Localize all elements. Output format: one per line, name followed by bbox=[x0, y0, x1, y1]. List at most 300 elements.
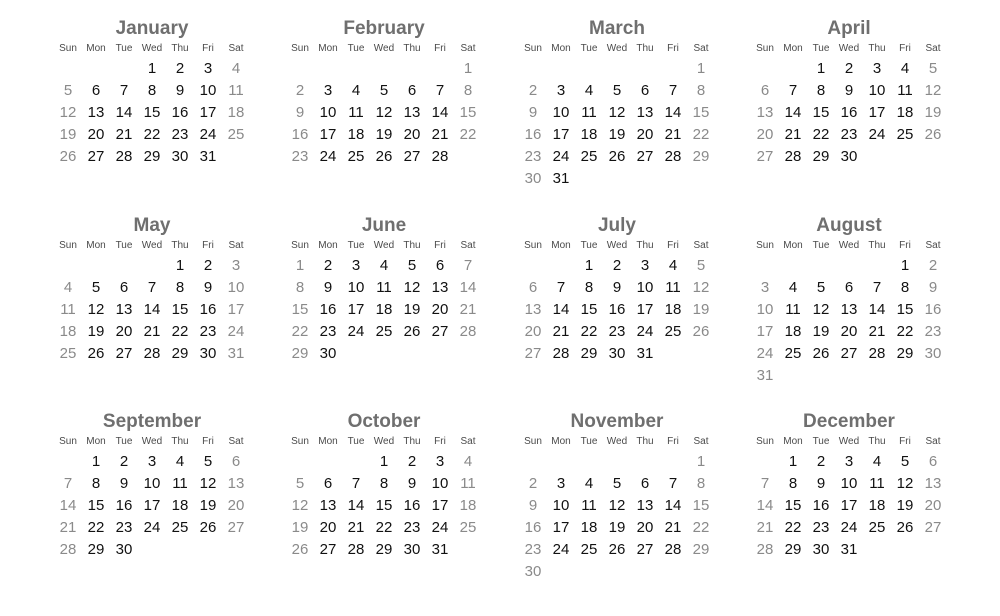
calendar-day: 20 bbox=[403, 126, 421, 143]
weekday-header: Wed bbox=[838, 436, 860, 447]
month-title: August bbox=[816, 215, 882, 236]
calendar-day: 18 bbox=[784, 323, 802, 340]
calendar-day: 23 bbox=[199, 323, 217, 340]
calendar-day: 31 bbox=[636, 345, 654, 362]
calendar-day: 30 bbox=[608, 345, 626, 362]
calendar-day: 17 bbox=[756, 323, 774, 340]
calendar-day: 2 bbox=[844, 60, 854, 77]
calendar-day: 29 bbox=[692, 541, 710, 558]
weekday-header: Wed bbox=[373, 436, 395, 447]
calendar-day: 16 bbox=[319, 301, 337, 318]
calendar-day: 15 bbox=[580, 301, 598, 318]
weekday-header: Mon bbox=[551, 43, 571, 54]
calendar-day: 17 bbox=[347, 301, 365, 318]
calendar-day: 15 bbox=[291, 301, 309, 318]
calendar-day: 5 bbox=[91, 279, 101, 296]
calendar-day: 14 bbox=[143, 301, 161, 318]
weekday-header: Mon bbox=[86, 43, 106, 54]
calendar-day: 7 bbox=[435, 82, 445, 99]
calendar-day: 20 bbox=[756, 126, 774, 143]
calendar-day: 24 bbox=[552, 541, 570, 558]
calendar-day: 29 bbox=[692, 148, 710, 165]
calendar-day: 17 bbox=[552, 126, 570, 143]
calendar-day: 9 bbox=[844, 82, 854, 99]
weekday-header: Sun bbox=[59, 240, 77, 251]
month-title: February bbox=[343, 18, 425, 39]
calendar-day: 5 bbox=[379, 82, 389, 99]
calendar-day: 11 bbox=[60, 301, 76, 318]
calendar-day: 7 bbox=[63, 475, 73, 492]
calendar-day: 29 bbox=[291, 345, 309, 362]
calendar-day: 3 bbox=[640, 257, 650, 274]
weekday-header: Tue bbox=[812, 43, 830, 54]
calendar-day: 10 bbox=[199, 82, 217, 99]
weekday-header: Fri bbox=[667, 43, 679, 54]
weekday-header: Tue bbox=[115, 240, 133, 251]
month-title: September bbox=[102, 411, 202, 432]
calendar-day: 10 bbox=[143, 475, 161, 492]
calendar-day: 13 bbox=[636, 104, 654, 121]
month-january bbox=[54, 0, 250, 190]
calendar-day: 14 bbox=[431, 104, 449, 121]
calendar-day: 21 bbox=[459, 301, 477, 318]
calendar-day: 8 bbox=[696, 82, 706, 99]
calendar-day: 16 bbox=[524, 126, 542, 143]
calendar-day: 25 bbox=[59, 345, 77, 362]
weekday-header: Sun bbox=[59, 43, 77, 54]
month-october bbox=[286, 393, 482, 583]
calendar-day: 24 bbox=[840, 519, 858, 536]
calendar-day: 11 bbox=[785, 301, 801, 318]
calendar-day: 26 bbox=[375, 148, 393, 165]
calendar-day: 30 bbox=[812, 541, 830, 558]
calendar-day: 30 bbox=[171, 148, 189, 165]
calendar-day: 22 bbox=[580, 323, 598, 340]
month-june bbox=[286, 197, 482, 387]
calendar-day: 10 bbox=[636, 279, 654, 296]
calendar-day: 2 bbox=[407, 453, 417, 470]
calendar-day: 13 bbox=[227, 475, 245, 492]
weekday-header: Sun bbox=[524, 436, 542, 447]
calendar-day: 3 bbox=[147, 453, 157, 470]
calendar-day: 16 bbox=[812, 497, 830, 514]
calendar-day: 25 bbox=[459, 519, 477, 536]
calendar-day: 23 bbox=[319, 323, 337, 340]
calendar-day: 21 bbox=[59, 519, 77, 536]
weekday-header: Wed bbox=[606, 436, 628, 447]
calendar-day: 24 bbox=[431, 519, 449, 536]
calendar-day: 18 bbox=[59, 323, 77, 340]
weekday-header: Mon bbox=[318, 436, 338, 447]
calendar-day: 28 bbox=[431, 148, 449, 165]
calendar-day: 21 bbox=[431, 126, 449, 143]
calendar-day: 19 bbox=[87, 323, 105, 340]
calendar-day: 8 bbox=[584, 279, 594, 296]
calendar-day: 15 bbox=[692, 104, 710, 121]
calendar-day: 21 bbox=[115, 126, 133, 143]
calendar-day: 6 bbox=[844, 279, 854, 296]
calendar-day: 14 bbox=[59, 497, 77, 514]
calendar-day: 12 bbox=[608, 497, 626, 514]
calendar-day: 21 bbox=[664, 126, 682, 143]
calendar-day: 29 bbox=[375, 541, 393, 558]
calendar-day: 26 bbox=[812, 345, 830, 362]
calendar-day: 29 bbox=[143, 148, 161, 165]
calendar-day: 12 bbox=[87, 301, 105, 318]
calendar-day: 15 bbox=[171, 301, 189, 318]
calendar-day: 29 bbox=[171, 345, 189, 362]
calendar-day: 23 bbox=[171, 126, 189, 143]
calendar-day: 4 bbox=[351, 82, 361, 99]
calendar-day: 17 bbox=[431, 497, 449, 514]
calendar-day: 19 bbox=[199, 497, 217, 514]
weekday-header: Thu bbox=[403, 436, 421, 447]
calendar-day: 10 bbox=[868, 82, 886, 99]
weekday-header: Sat bbox=[460, 436, 476, 447]
calendar-day: 15 bbox=[87, 497, 105, 514]
weekday-header: Mon bbox=[551, 240, 571, 251]
calendar-day: 26 bbox=[896, 519, 914, 536]
weekday-header: Fri bbox=[434, 240, 446, 251]
calendar-day: 23 bbox=[115, 519, 133, 536]
calendar-day: 21 bbox=[868, 323, 886, 340]
calendar-day: 3 bbox=[323, 82, 333, 99]
calendar-day: 22 bbox=[143, 126, 161, 143]
weekday-header: Sat bbox=[228, 436, 244, 447]
calendar-day: 14 bbox=[868, 301, 886, 318]
calendar-day: 1 bbox=[696, 453, 706, 470]
calendar-day: 3 bbox=[844, 453, 854, 470]
calendar-day: 25 bbox=[580, 541, 598, 558]
calendar-day: 6 bbox=[231, 453, 241, 470]
calendar-day: 27 bbox=[115, 345, 133, 362]
month-title: October bbox=[347, 411, 421, 432]
calendar-day: 3 bbox=[760, 279, 770, 296]
calendar-day: 7 bbox=[668, 475, 678, 492]
weekday-header: Sat bbox=[693, 240, 709, 251]
calendar-day: 14 bbox=[552, 301, 570, 318]
calendar-day: 24 bbox=[199, 126, 217, 143]
calendar-day: 29 bbox=[784, 541, 802, 558]
calendar-day: 23 bbox=[924, 323, 942, 340]
calendar-day: 7 bbox=[668, 82, 678, 99]
calendar-day: 6 bbox=[323, 475, 333, 492]
weekday-header: Sat bbox=[228, 240, 244, 251]
month-december bbox=[751, 393, 947, 583]
calendar-day: 1 bbox=[584, 257, 594, 274]
calendar-day: 11 bbox=[228, 82, 244, 99]
calendar-day: 13 bbox=[431, 279, 449, 296]
calendar-day: 27 bbox=[227, 519, 245, 536]
calendar-day: 18 bbox=[227, 104, 245, 121]
calendar-day: 9 bbox=[175, 82, 185, 99]
calendar-day: 17 bbox=[552, 519, 570, 536]
calendar-day: 7 bbox=[119, 82, 129, 99]
calendar-day: 13 bbox=[924, 475, 942, 492]
weekday-header: Thu bbox=[171, 240, 189, 251]
calendar-day: 28 bbox=[459, 323, 477, 340]
calendar-day: 4 bbox=[175, 453, 185, 470]
month-title: November bbox=[570, 411, 664, 432]
calendar-day: 3 bbox=[435, 453, 445, 470]
calendar-day: 22 bbox=[171, 323, 189, 340]
calendar-day: 12 bbox=[403, 279, 421, 296]
calendar-day: 24 bbox=[143, 519, 161, 536]
calendar-day: 19 bbox=[608, 519, 626, 536]
calendar-day: 8 bbox=[91, 475, 101, 492]
weekday-header: Sat bbox=[228, 43, 244, 54]
calendar-day: 10 bbox=[840, 475, 858, 492]
calendar-day: 5 bbox=[928, 60, 938, 77]
calendar-day: 8 bbox=[147, 82, 157, 99]
weekday-header: Thu bbox=[868, 436, 886, 447]
weekday-header: Sun bbox=[756, 240, 774, 251]
calendar-day: 23 bbox=[840, 126, 858, 143]
calendar-day: 15 bbox=[812, 104, 830, 121]
calendar-day: 23 bbox=[524, 541, 542, 558]
calendar-day: 20 bbox=[431, 301, 449, 318]
weekday-header: Sat bbox=[925, 43, 941, 54]
calendar-day: 25 bbox=[784, 345, 802, 362]
calendar-day: 2 bbox=[175, 60, 185, 77]
calendar-day: 5 bbox=[696, 257, 706, 274]
calendar-day: 24 bbox=[319, 148, 337, 165]
calendar-day: 23 bbox=[608, 323, 626, 340]
calendar-day: 19 bbox=[59, 126, 77, 143]
calendar-day: 22 bbox=[812, 126, 830, 143]
calendar-day: 9 bbox=[816, 475, 826, 492]
calendar-day: 19 bbox=[403, 301, 421, 318]
calendar-day: 2 bbox=[528, 82, 538, 99]
calendar-day: 20 bbox=[87, 126, 105, 143]
calendar-day: 26 bbox=[608, 541, 626, 558]
weekday-header: Sun bbox=[291, 43, 309, 54]
calendar-day: 11 bbox=[348, 104, 364, 121]
calendar-day: 29 bbox=[812, 148, 830, 165]
calendar-day: 26 bbox=[291, 541, 309, 558]
calendar-day: 22 bbox=[291, 323, 309, 340]
weekday-header: Tue bbox=[580, 240, 598, 251]
calendar-day: 16 bbox=[608, 301, 626, 318]
calendar-day: 18 bbox=[347, 126, 365, 143]
calendar-day: 13 bbox=[840, 301, 858, 318]
calendar-day: 24 bbox=[868, 126, 886, 143]
calendar-day: 19 bbox=[692, 301, 710, 318]
calendar-day: 16 bbox=[171, 104, 189, 121]
calendar-day: 10 bbox=[552, 104, 570, 121]
weekday-header: Fri bbox=[899, 436, 911, 447]
calendar-day: 18 bbox=[459, 497, 477, 514]
calendar-day: 20 bbox=[227, 497, 245, 514]
calendar-day: 1 bbox=[379, 453, 389, 470]
calendar-day: 11 bbox=[581, 497, 597, 514]
calendar-day: 21 bbox=[784, 126, 802, 143]
weekday-header: Tue bbox=[347, 240, 365, 251]
calendar-day: 21 bbox=[143, 323, 161, 340]
calendar-day: 26 bbox=[87, 345, 105, 362]
calendar-day: 19 bbox=[812, 323, 830, 340]
weekday-header: Fri bbox=[202, 436, 214, 447]
calendar-day: 22 bbox=[375, 519, 393, 536]
calendar-day: 15 bbox=[692, 497, 710, 514]
weekday-header: Fri bbox=[899, 240, 911, 251]
calendar-day: 13 bbox=[403, 104, 421, 121]
weekday-header: Mon bbox=[86, 240, 106, 251]
weekday-header: Fri bbox=[434, 43, 446, 54]
calendar-day: 5 bbox=[816, 279, 826, 296]
month-title: April bbox=[827, 18, 871, 39]
calendar-day: 8 bbox=[900, 279, 910, 296]
calendar-day: 13 bbox=[115, 301, 133, 318]
calendar-day: 6 bbox=[119, 279, 129, 296]
calendar-day: 15 bbox=[375, 497, 393, 514]
calendar-day: 27 bbox=[840, 345, 858, 362]
calendar-day: 2 bbox=[528, 475, 538, 492]
calendar-day: 25 bbox=[227, 126, 245, 143]
calendar-day: 2 bbox=[295, 82, 305, 99]
calendar-day: 7 bbox=[872, 279, 882, 296]
calendar-day: 16 bbox=[115, 497, 133, 514]
calendar-day: 27 bbox=[431, 323, 449, 340]
calendar-day: 15 bbox=[896, 301, 914, 318]
weekday-header: Sat bbox=[460, 43, 476, 54]
calendar-day: 30 bbox=[403, 541, 421, 558]
weekday-header: Mon bbox=[318, 240, 338, 251]
calendar-day: 8 bbox=[696, 475, 706, 492]
calendar-day: 8 bbox=[463, 82, 473, 99]
weekday-header: Wed bbox=[141, 43, 163, 54]
weekday-header: Fri bbox=[899, 43, 911, 54]
month-april bbox=[751, 0, 947, 190]
weekday-header: Tue bbox=[347, 436, 365, 447]
weekday-header: Mon bbox=[86, 436, 106, 447]
calendar-day: 9 bbox=[612, 279, 622, 296]
calendar-day: 12 bbox=[924, 82, 942, 99]
calendar-day: 7 bbox=[556, 279, 566, 296]
calendar-day: 7 bbox=[147, 279, 157, 296]
weekday-header: Tue bbox=[115, 43, 133, 54]
calendar-day: 17 bbox=[227, 301, 245, 318]
calendar-day: 24 bbox=[347, 323, 365, 340]
calendar-day: 12 bbox=[692, 279, 710, 296]
calendar-day: 28 bbox=[868, 345, 886, 362]
month-february bbox=[286, 0, 482, 190]
weekday-header: Thu bbox=[403, 43, 421, 54]
calendar-day: 12 bbox=[896, 475, 914, 492]
calendar-day: 19 bbox=[291, 519, 309, 536]
calendar-day: 4 bbox=[788, 279, 798, 296]
calendar-day: 14 bbox=[664, 104, 682, 121]
weekday-header: Sun bbox=[524, 43, 542, 54]
calendar-day: 13 bbox=[756, 104, 774, 121]
month-title: May bbox=[133, 215, 171, 236]
calendar-day: 9 bbox=[295, 104, 305, 121]
calendar-day: 29 bbox=[580, 345, 598, 362]
calendar-day: 23 bbox=[403, 519, 421, 536]
calendar-day: 28 bbox=[347, 541, 365, 558]
calendar-day: 27 bbox=[87, 148, 105, 165]
calendar-day: 1 bbox=[788, 453, 798, 470]
calendar-day: 8 bbox=[788, 475, 798, 492]
weekday-header: Thu bbox=[636, 436, 654, 447]
calendar-day: 26 bbox=[199, 519, 217, 536]
calendar-day: 4 bbox=[379, 257, 389, 274]
calendar-day: 24 bbox=[552, 148, 570, 165]
month-may bbox=[54, 197, 250, 387]
calendar-day: 17 bbox=[636, 301, 654, 318]
calendar-day: 11 bbox=[376, 279, 392, 296]
calendar-day: 9 bbox=[203, 279, 213, 296]
calendar-day: 11 bbox=[665, 279, 681, 296]
weekday-header: Tue bbox=[580, 436, 598, 447]
calendar-day: 10 bbox=[347, 279, 365, 296]
weekday-header: Sat bbox=[925, 240, 941, 251]
calendar-day: 30 bbox=[524, 563, 542, 580]
calendar-day: 20 bbox=[319, 519, 337, 536]
calendar-day: 1 bbox=[91, 453, 101, 470]
calendar-day: 31 bbox=[199, 148, 217, 165]
weekday-header: Wed bbox=[838, 240, 860, 251]
calendar-day: 20 bbox=[636, 519, 654, 536]
calendar-day: 11 bbox=[897, 82, 913, 99]
calendar-day: 7 bbox=[760, 475, 770, 492]
month-july bbox=[519, 197, 715, 387]
calendar-day: 19 bbox=[375, 126, 393, 143]
calendar-day: 22 bbox=[784, 519, 802, 536]
calendar-day: 23 bbox=[812, 519, 830, 536]
weekday-header: Thu bbox=[636, 43, 654, 54]
calendar-day: 14 bbox=[784, 104, 802, 121]
calendar-day: 26 bbox=[403, 323, 421, 340]
calendar-day: 15 bbox=[784, 497, 802, 514]
calendar-day: 19 bbox=[924, 104, 942, 121]
calendar-day: 4 bbox=[872, 453, 882, 470]
calendar-day: 20 bbox=[524, 323, 542, 340]
weekday-header: Mon bbox=[783, 436, 803, 447]
calendar-day: 16 bbox=[199, 301, 217, 318]
calendar-day: 9 bbox=[528, 497, 538, 514]
calendar-day: 28 bbox=[143, 345, 161, 362]
calendar-day: 25 bbox=[868, 519, 886, 536]
calendar-day: 3 bbox=[556, 475, 566, 492]
calendar-day: 8 bbox=[175, 279, 185, 296]
calendar-day: 12 bbox=[291, 497, 309, 514]
calendar-day: 7 bbox=[788, 82, 798, 99]
calendar-day: 15 bbox=[459, 104, 477, 121]
calendar-day: 1 bbox=[696, 60, 706, 77]
calendar-day: 20 bbox=[636, 126, 654, 143]
calendar-day: 8 bbox=[295, 279, 305, 296]
calendar-day: 9 bbox=[119, 475, 129, 492]
weekday-header: Tue bbox=[347, 43, 365, 54]
month-title: June bbox=[361, 215, 407, 236]
calendar-day: 23 bbox=[524, 148, 542, 165]
calendar-day: 14 bbox=[347, 497, 365, 514]
calendar-day: 21 bbox=[664, 519, 682, 536]
calendar-day: 5 bbox=[612, 82, 622, 99]
calendar-day: 15 bbox=[143, 104, 161, 121]
calendar-day: 28 bbox=[756, 541, 774, 558]
weekday-header: Thu bbox=[171, 436, 189, 447]
calendar-day: 17 bbox=[199, 104, 217, 121]
calendar-day: 4 bbox=[63, 279, 73, 296]
calendar-day: 3 bbox=[872, 60, 882, 77]
calendar-day: 10 bbox=[431, 475, 449, 492]
weekday-header: Sat bbox=[693, 436, 709, 447]
weekday-header: Wed bbox=[606, 240, 628, 251]
calendar-day: 27 bbox=[636, 148, 654, 165]
calendar-day: 14 bbox=[459, 279, 477, 296]
